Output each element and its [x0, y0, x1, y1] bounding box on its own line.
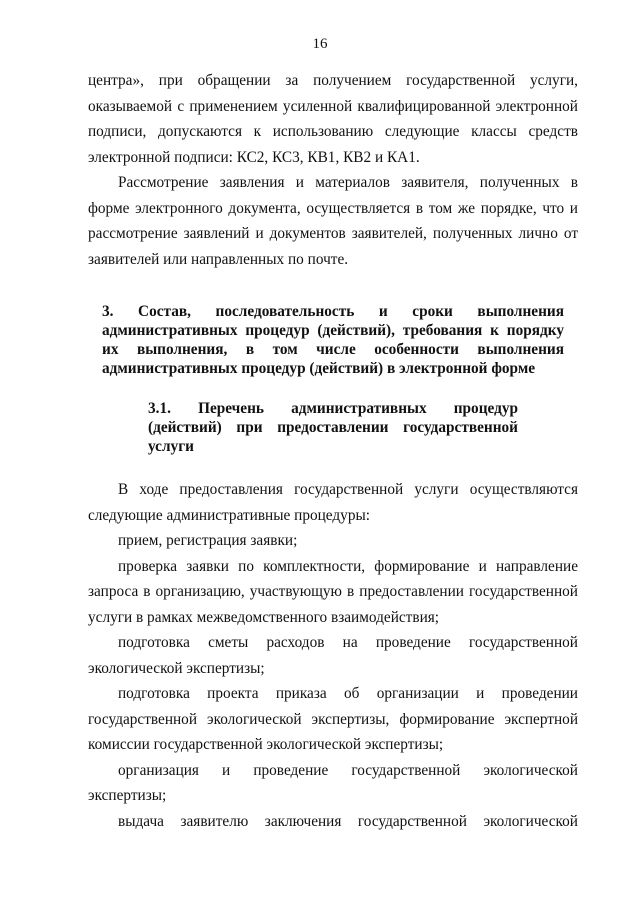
spacer [88, 378, 578, 399]
section-heading: 3. Состав, последовательность и сроки выполнения административных процедур (действий), требования к порядку их выполнения, в том числе особенности выполнения административных процедур (действий) в электронной форме [102, 303, 564, 377]
paragraph: В ходе предоставления государственной услуги осуществляются следующие административные процедуры: [88, 481, 578, 524]
list-item: подготовка сметы расходов на проведение государственной экологической экспертизы; [88, 634, 578, 677]
list-item: выдача заявителю заключения государственной экологической [118, 812, 578, 830]
spacer [88, 456, 578, 477]
subsection-heading: 3.1. Перечень административных процедур (действий) при предоставлении государственной услуги [148, 400, 518, 455]
list-item: организация и проведение государственной экологической экспертизы; [88, 761, 578, 804]
paragraph: центра», при обращении за получением государственной услуги, оказываемой с применением усиленной квалифицированной электронной подписи, допускаются к использованию следующие классы средств электронной подписи: КС2, КС3, КВ1, КВ2 и КА1. [88, 72, 578, 166]
page-number: 16 [312, 36, 328, 52]
list-item: подготовка проекта приказа об организации и проведении государственной экологической экспертизы, формирование экспертной комиссии государственной экологической экспертизы; [88, 685, 578, 753]
list-item: прием, регистрация заявки; [118, 532, 298, 549]
spacer [88, 272, 578, 302]
paragraph: Рассмотрение заявления и материалов заявителя, полученных в форме электронного документа, осуществляется в том же порядке, что и рассмотрение заявлений и документов заявителей, полученных лично от заявителей или направленных по почте. [88, 174, 578, 268]
document-body [88, 68, 578, 834]
list-item: проверка заявки по комплектности, формирование и направление запроса в организацию, участвующую в предоставлении государственной услуги в рамках межведомственного взаимодействия; [88, 557, 578, 626]
